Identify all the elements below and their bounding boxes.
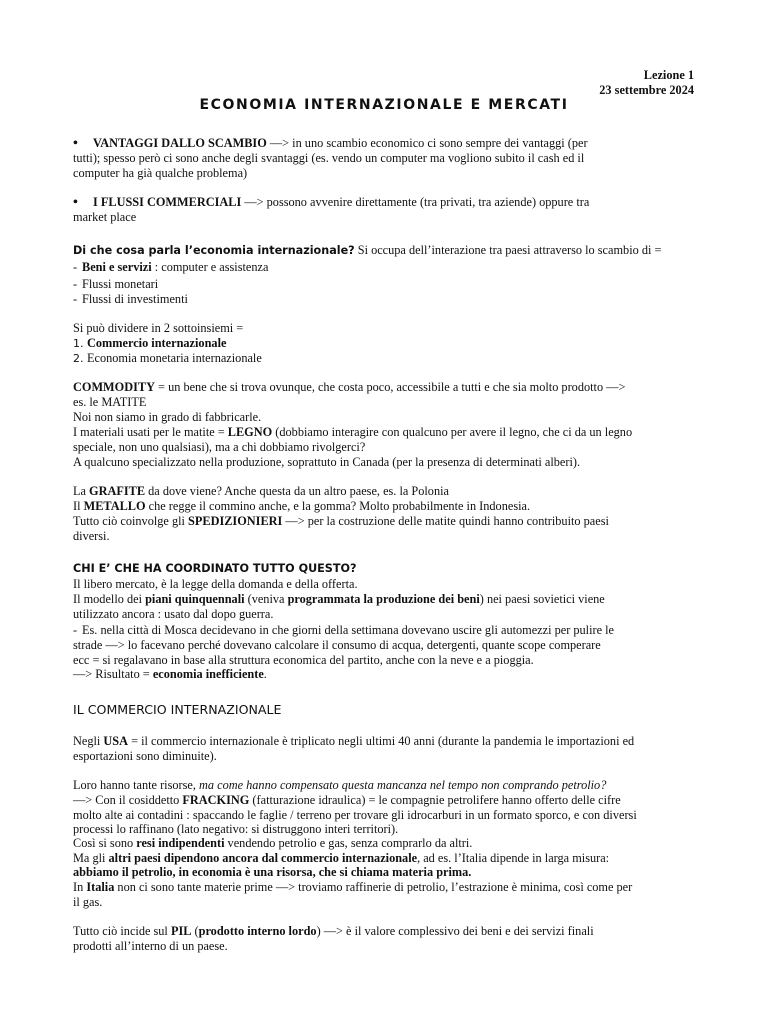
- coordinato-heading: CHI E’ CHE HA COORDINATO TUTTO QUESTO?: [73, 562, 357, 575]
- grafite-line-3: Tutto ciò coinvolge gli SPEDIZIONIERI —> per la costruzione delle matite quindi hanno contribuito paesi: [73, 514, 609, 528]
- vantaggi-line-3: computer ha già qualche problema): [73, 166, 248, 180]
- commercio-line-2: esportazioni sono diminuite).: [73, 749, 217, 763]
- sottoinsiemi-intro: Si può dividere in 2 sottoinsiemi =: [73, 321, 244, 335]
- commercio-line-3: Loro hanno tante risorse, ma come hanno compensato questa mancanza nel tempo non comprando petrolio?: [73, 778, 607, 792]
- commodity-line-5: speciale, non uno qualsiasi), ma a chi dobbiamo rivolgerci?: [73, 440, 366, 454]
- commercio-line-5: molto alte ai contadini : spaccando le faglie / terreno per trovare gli idrocarburi in un formato sporco, e con diversi: [73, 808, 637, 822]
- commercio-line-1: Negli USA = il commercio internazionale è triplicato negli ultimi 40 anni (durante la pandemia le importazioni ed: [73, 734, 635, 748]
- coordinato-line-4: - Es. nella città di Mosca decidevano in che giorni della settimana dovevano uscire gli automezzi per pulire le: [73, 623, 614, 637]
- grafite-line-4: diversi.: [73, 529, 110, 543]
- lesson-date: 23 settembre 2024: [599, 83, 694, 97]
- commodity-line-2: es. le MATITE: [73, 395, 147, 409]
- coordinato-line-5: strade —> lo facevano perché dovevano calcolare il consumo di acqua, detergenti, quante scope comperare: [73, 638, 601, 652]
- commercio-line-4: —> Con il cosiddetto FRACKING (fatturazione idraulica) = le compagnie petrolifere hanno offerto delle cifre: [73, 793, 621, 807]
- grafite-line-2: Il METALLO che regge il commino anche, e la gomma? Molto probabilmente in Indonesia.: [73, 499, 531, 513]
- list-item: 2. Economia monetaria internazionale: [73, 351, 262, 365]
- list-item: 1. Commercio internazionale: [73, 336, 227, 350]
- commercio-line-6: processi lo raffinano (lato negativo: si distruggono interi territori).: [73, 822, 399, 836]
- commercio-line-9: abbiamo il petrolio, in economia è una risorsa, che si chiama materia prima.: [73, 865, 472, 879]
- commercio-line-8: Ma gli altri paesi dipendono ancora dal commercio internazionale, ad es. l’Italia dipende in larga misura:: [73, 851, 610, 865]
- flussi-term: I FLUSSI COMMERCIALI: [93, 195, 242, 209]
- coordinato-line-2: Il modello dei piani quinquennali (veniva programmata la produzione dei beni) nei paesi sovietici viene: [73, 592, 605, 606]
- coordinato-line-3: utilizzato ancora : usato dal dopo guerra.: [73, 607, 274, 621]
- cosa-line-1: Di che cosa parla l’economia internazionale? Si occupa dell’interazione tra paesi attraverso lo scambio di =: [73, 243, 662, 257]
- vantaggi-line-1: • VANTAGGI DALLO SCAMBIO —> in uno scambio economico ci sono sempre dei vantaggi (per: [73, 136, 588, 151]
- commercio-line-12: Tutto ciò incide sul PIL (prodotto interno lordo) —> è il valore complessivo dei beni e dei servizi finali: [73, 924, 594, 938]
- vantaggi-line-2: tutti); spesso però ci sono anche degli svantaggi (es. vendo un computer ma vogliono subito il cash ed il: [73, 151, 585, 165]
- coordinato-line-7: —> Risultato = economia inefficiente.: [73, 667, 267, 681]
- coordinato-line-6: ecc = si regalavano in base alla struttura economica del partito, anche con la neve e a pioggia.: [73, 653, 534, 667]
- vantaggi-term: VANTAGGI DALLO SCAMBIO: [93, 136, 267, 150]
- list-item: - Beni e servizi : computer e assistenza: [73, 260, 269, 274]
- commodity-line-6: A qualcuno specializzato nella produzione, soprattuto in Canada (per la presenza di determinati alberi).: [73, 455, 581, 469]
- bullet-icon: •: [73, 136, 78, 151]
- commercio-line-13: prodotti all’interno di un paese.: [73, 939, 228, 953]
- commodity-line-3: Noi non siamo in grado di fabbricarle.: [73, 410, 262, 424]
- commercio-line-7: Così si sono resi indipendenti vendendo petrolio e gas, senza comprarlo da altri.: [73, 836, 473, 850]
- bullet-icon: •: [73, 195, 78, 210]
- document-title: ECONOMIA INTERNAZIONALE E MERCATI: [199, 97, 569, 113]
- lesson-number: Lezione 1: [643, 68, 694, 82]
- grafite-line-1: La GRAFITE da dove viene? Anche questa da un altro paese, es. la Polonia: [73, 484, 449, 498]
- cosa-heading: Di che cosa parla l’economia internazionale?: [73, 244, 355, 257]
- list-item: - Flussi di investimenti: [73, 292, 188, 306]
- flussi-line-2: market place: [73, 210, 137, 224]
- commodity-term: COMMODITY: [73, 380, 155, 394]
- commercio-line-10: In Italia non ci sono tante materie prime —> troviamo raffinerie di petrolio, l’estrazione è minima, così come per: [73, 880, 633, 894]
- commodity-line-4: I materiali usati per le matite = LEGNO (dobbiamo interagire con qualcuno per avere il legno, che ci da un legno: [73, 425, 633, 439]
- commodity-line-1: COMMODITY = un bene che si trova ovunque, che costa poco, accessibile a tutti e che sia molto prodotto —>: [73, 380, 626, 394]
- flussi-line-1: • I FLUSSI COMMERCIALI —> possono avvenire direttamente (tra privati, tra aziende) oppure tra: [73, 195, 590, 210]
- commercio-line-11: il gas.: [73, 895, 103, 909]
- coordinato-line-1: Il libero mercato, è la legge della domanda e della offerta.: [73, 577, 358, 591]
- commercio-heading: IL COMMERCIO INTERNAZIONALE: [73, 702, 282, 717]
- list-item: - Flussi monetari: [73, 277, 159, 291]
